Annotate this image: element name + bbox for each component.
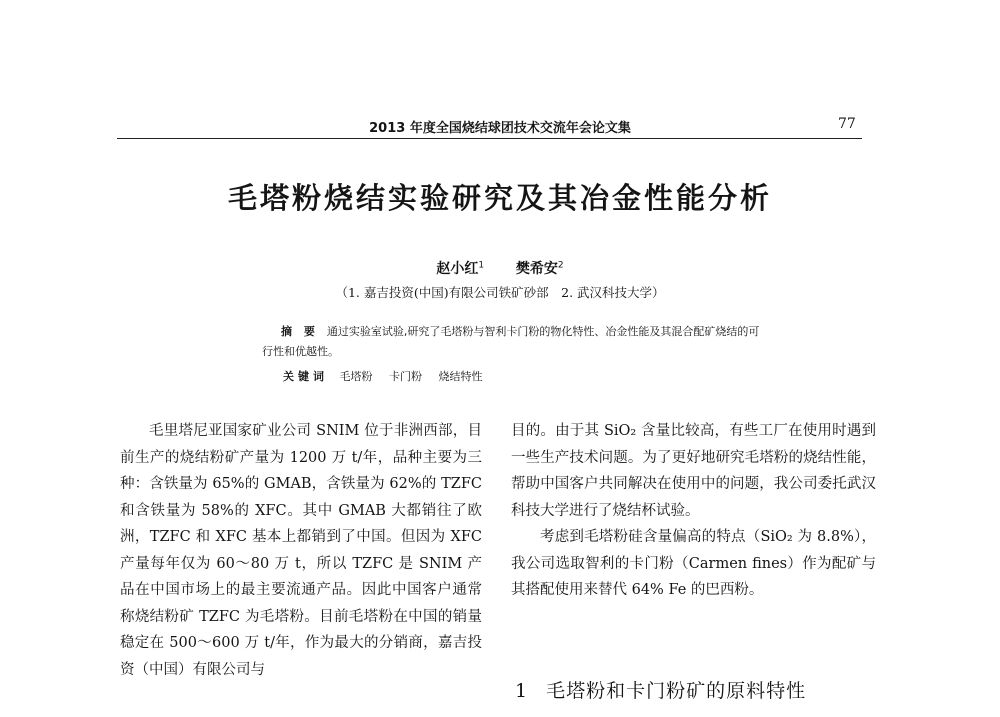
author-name: 樊希安 <box>515 261 558 277</box>
body-paragraph: 目的。由于其 SiO₂ 含量比较高，有些工厂在使用时遇到一些生产技术问题。为了更好地研究毛塔粉的烧结性能，帮助中国客户共同解决在使用中的问题，我公司委托武汉科技大学进行了烧结杯试验。 <box>511 423 876 519</box>
abstract-label: 摘 要 <box>281 325 319 338</box>
section-heading <box>515 676 806 703</box>
paper-title: 毛塔粉烧结实验研究及其冶金性能分析 <box>227 181 772 215</box>
section-number: 1 <box>515 680 529 702</box>
abstract <box>262 322 762 362</box>
author-affiliation-mark: 2 <box>557 260 564 271</box>
author-list <box>0 258 1000 278</box>
body-paragraph: 毛里塔尼亚国家矿业公司 SNIM 位于非洲西部，目前生产的烧结粉矿产量为 1200 万 t/年，品种主要为三种：含铁量为 65%的 GMAB，含铁量为 62%的 TZFC 和含铁量为 58%的 XFC。其中 GMAB 大都销往了欧洲，TZFC 和 XFC 基本上都销到了中国。但因为 XFC 产量每年仅为 60～80 万 t，所以 TZFC 是 SNIM 产品在中国市场上的最主要流通产品。因此中国客户通常称烧结粉矿 TZFC 为毛塔粉。目前毛塔粉在中国的销量稳定在 500～600 万 t/年，作为最大的分销商，嘉吉投资（中国）有限公司与 <box>120 423 482 678</box>
body-paragraph: 考虑到毛塔粉硅含量偏高的特点（SiO₂ 为 8.8%），我公司选取智利的卡门粉（Carmen fines）作为配矿与其搭配使用来替代 64% Fe 的巴西粉。 <box>511 529 876 598</box>
page-number: 77 <box>838 116 856 132</box>
abstract-text: 通过实验室试验,研究了毛塔粉与智利卡门粉的物化特性、冶金性能及其混合配矿烧结的可行性和优越性。 <box>262 325 760 358</box>
keyword: 卡门粉 <box>389 370 422 383</box>
section-title: 毛塔粉和卡门粉矿的原料特性 <box>546 680 807 702</box>
author-affiliation-mark: 1 <box>478 260 485 271</box>
keywords-label: 关键词 <box>283 370 328 383</box>
header-rule <box>117 138 862 139</box>
keyword: 毛塔粉 <box>339 370 373 383</box>
keywords <box>283 368 496 384</box>
keyword: 烧结特性 <box>438 370 483 383</box>
affiliations: （1. 嘉吉投资(中国)有限公司铁矿砂部 2. 武汉科技大学） <box>335 285 665 300</box>
proceedings-header: 2013 年度全国烧结球团技术交流年会论文集 <box>369 121 631 136</box>
author-name: 赵小红 <box>436 261 479 277</box>
body-right-column <box>511 418 876 604</box>
body-left-column <box>120 418 482 683</box>
